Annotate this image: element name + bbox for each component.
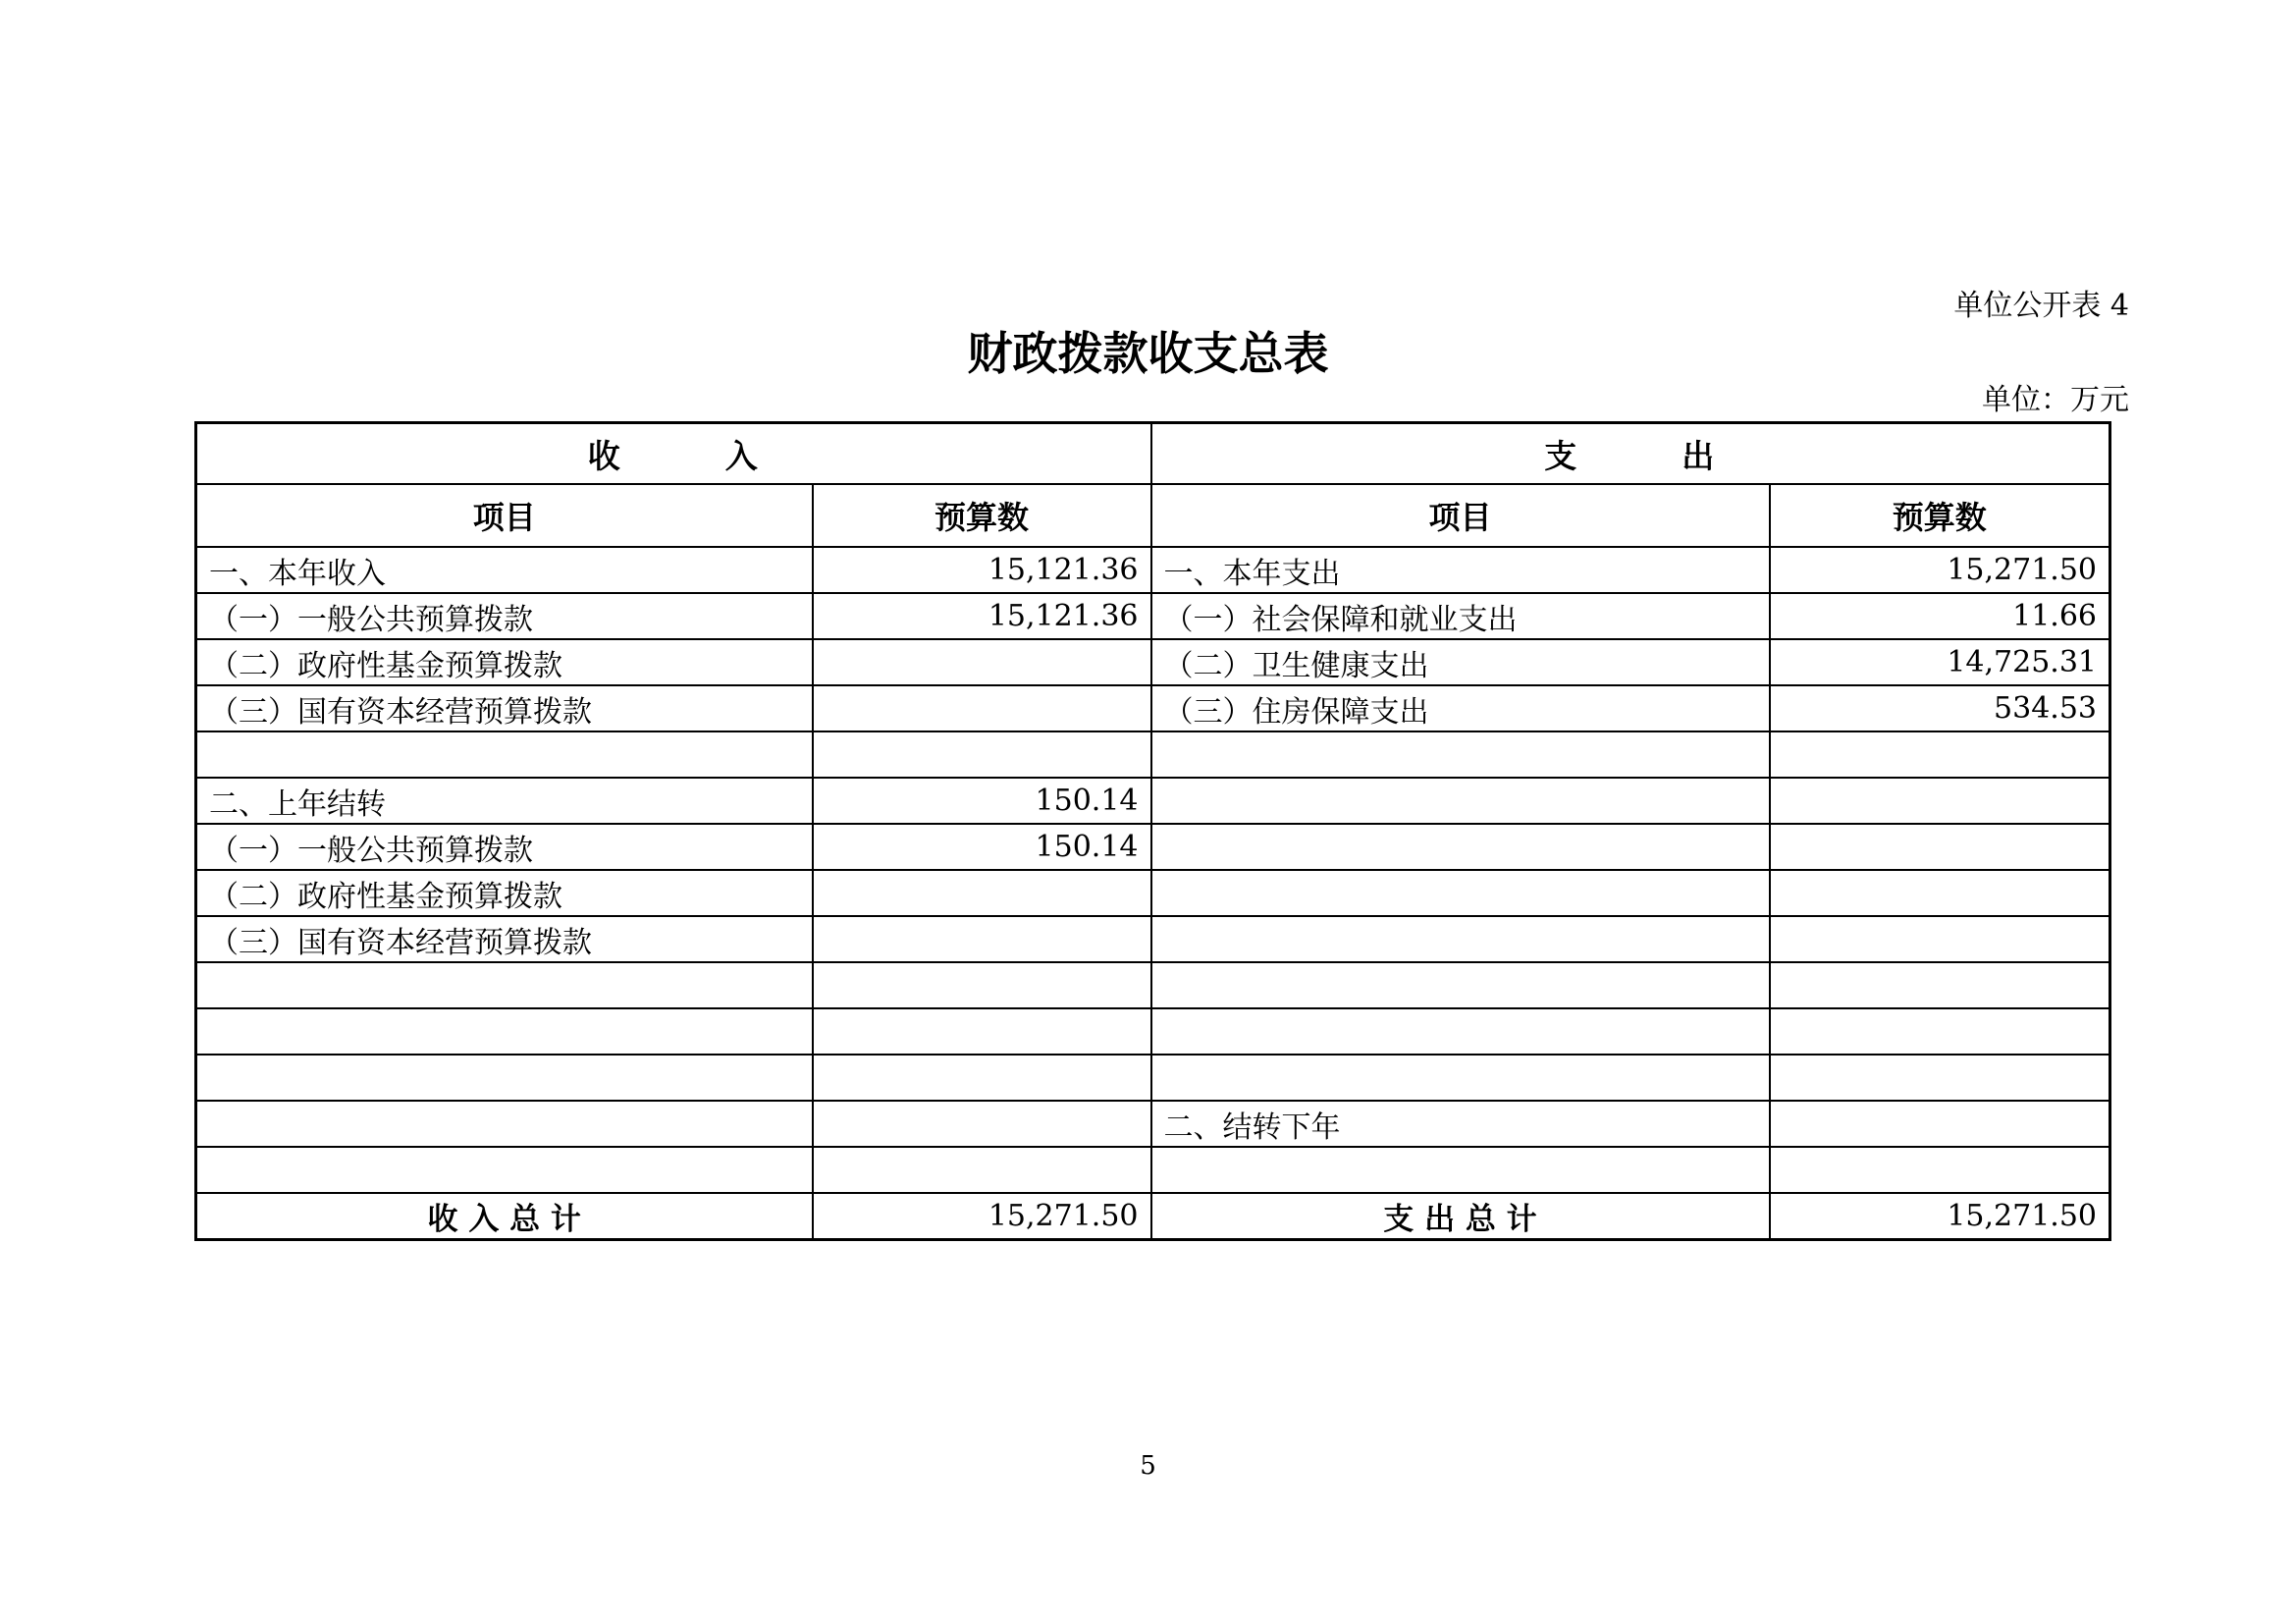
table-row xyxy=(196,1147,2110,1193)
expense-total-value: 15,271.50 xyxy=(1770,1193,2110,1240)
income-item-cell xyxy=(196,1101,813,1147)
expense-value-cell xyxy=(1770,962,2110,1008)
expense-item-cell: （二）卫生健康支出 xyxy=(1151,639,1770,685)
table-row xyxy=(196,685,2110,731)
income-value-cell: 150.14 xyxy=(813,824,1151,870)
expense-budget-header: 预算数 xyxy=(1770,484,2110,547)
income-value-cell xyxy=(813,870,1151,916)
income-item-cell: （一）一般公共预算拨款 xyxy=(196,824,813,870)
income-value-cell xyxy=(813,1101,1151,1147)
income-value-cell xyxy=(813,916,1151,962)
expense-item-cell xyxy=(1151,1055,1770,1101)
income-value-cell xyxy=(813,685,1151,731)
expense-value-cell xyxy=(1770,778,2110,824)
income-total-label: 收 入 总 计 xyxy=(196,1193,813,1240)
expense-item-cell xyxy=(1151,731,1770,778)
expense-value-cell: 534.53 xyxy=(1770,685,2110,731)
income-item-cell: 一、本年收入 xyxy=(196,547,813,593)
table-row xyxy=(196,824,2110,870)
income-budget-header: 预算数 xyxy=(813,484,1151,547)
table-row xyxy=(196,1101,2110,1147)
income-value-cell xyxy=(813,962,1151,1008)
income-value-cell xyxy=(813,1008,1151,1055)
expense-value-cell: 15,271.50 xyxy=(1770,547,2110,593)
income-item-header: 项目 xyxy=(196,484,813,547)
income-item-cell xyxy=(196,962,813,1008)
expense-value-cell: 11.66 xyxy=(1770,593,2110,639)
expense-item-cell: （一）社会保障和就业支出 xyxy=(1151,593,1770,639)
income-item-cell: 二、上年结转 xyxy=(196,778,813,824)
income-item-cell: （二）政府性基金预算拨款 xyxy=(196,870,813,916)
income-value-cell: 15,121.36 xyxy=(813,547,1151,593)
total-row xyxy=(196,1193,2110,1240)
income-value-cell xyxy=(813,731,1151,778)
expense-item-cell xyxy=(1151,1008,1770,1055)
income-value-cell xyxy=(813,1055,1151,1101)
income-item-cell: （一）一般公共预算拨款 xyxy=(196,593,813,639)
income-value-cell xyxy=(813,1147,1151,1193)
table-row xyxy=(196,870,2110,916)
income-value-cell xyxy=(813,639,1151,685)
expense-item-cell xyxy=(1151,962,1770,1008)
table-row xyxy=(196,962,2110,1008)
income-item-cell: （三）国有资本经营预算拨款 xyxy=(196,685,813,731)
expense-item-header: 项目 xyxy=(1151,484,1770,547)
column-header-row xyxy=(196,484,2110,547)
expense-value-cell xyxy=(1770,1101,2110,1147)
income-section-header: 收 入 xyxy=(196,423,1151,485)
expense-item-cell xyxy=(1151,916,1770,962)
income-item-cell xyxy=(196,1008,813,1055)
income-item-cell xyxy=(196,1147,813,1193)
table-row xyxy=(196,916,2110,962)
table-row xyxy=(196,639,2110,685)
table-row xyxy=(196,1008,2110,1055)
expense-value-cell xyxy=(1770,1147,2110,1193)
expense-item-cell xyxy=(1151,870,1770,916)
expense-item-cell xyxy=(1151,778,1770,824)
expense-value-cell xyxy=(1770,824,2110,870)
table-row xyxy=(196,778,2110,824)
income-item-cell xyxy=(196,731,813,778)
expense-item-cell: 一、本年支出 xyxy=(1151,547,1770,593)
page-title: 财政拨款收支总表 xyxy=(967,327,1329,380)
income-item-cell: （二）政府性基金预算拨款 xyxy=(196,639,813,685)
table-row xyxy=(196,731,2110,778)
income-value-cell: 150.14 xyxy=(813,778,1151,824)
expense-value-cell xyxy=(1770,731,2110,778)
expense-item-cell: （三）住房保障支出 xyxy=(1151,685,1770,731)
expense-total-label: 支 出 总 计 xyxy=(1151,1193,1770,1240)
income-item-cell xyxy=(196,1055,813,1101)
expense-item-cell xyxy=(1151,824,1770,870)
income-value-cell: 15,121.36 xyxy=(813,593,1151,639)
fiscal-summary-table xyxy=(194,421,2111,1241)
expense-value-cell xyxy=(1770,1055,2110,1101)
income-total-value: 15,271.50 xyxy=(813,1193,1151,1240)
unit-label: 单位：万元 xyxy=(1982,383,2129,417)
expense-item-cell xyxy=(1151,1147,1770,1193)
table-row xyxy=(196,593,2110,639)
expense-section-header: 支 出 xyxy=(1151,423,2110,485)
expense-value-cell: 14,725.31 xyxy=(1770,639,2110,685)
expense-value-cell xyxy=(1770,916,2110,962)
expense-value-cell xyxy=(1770,1008,2110,1055)
table-number-label: 单位公开表 4 xyxy=(1953,289,2129,323)
table-row xyxy=(196,547,2110,593)
income-item-cell: （三）国有资本经营预算拨款 xyxy=(196,916,813,962)
expense-value-cell xyxy=(1770,870,2110,916)
page-number: 5 xyxy=(1140,1451,1156,1481)
section-header-row xyxy=(196,423,2110,485)
expense-item-cell: 二、结转下年 xyxy=(1151,1101,1770,1147)
table-row xyxy=(196,1055,2110,1101)
